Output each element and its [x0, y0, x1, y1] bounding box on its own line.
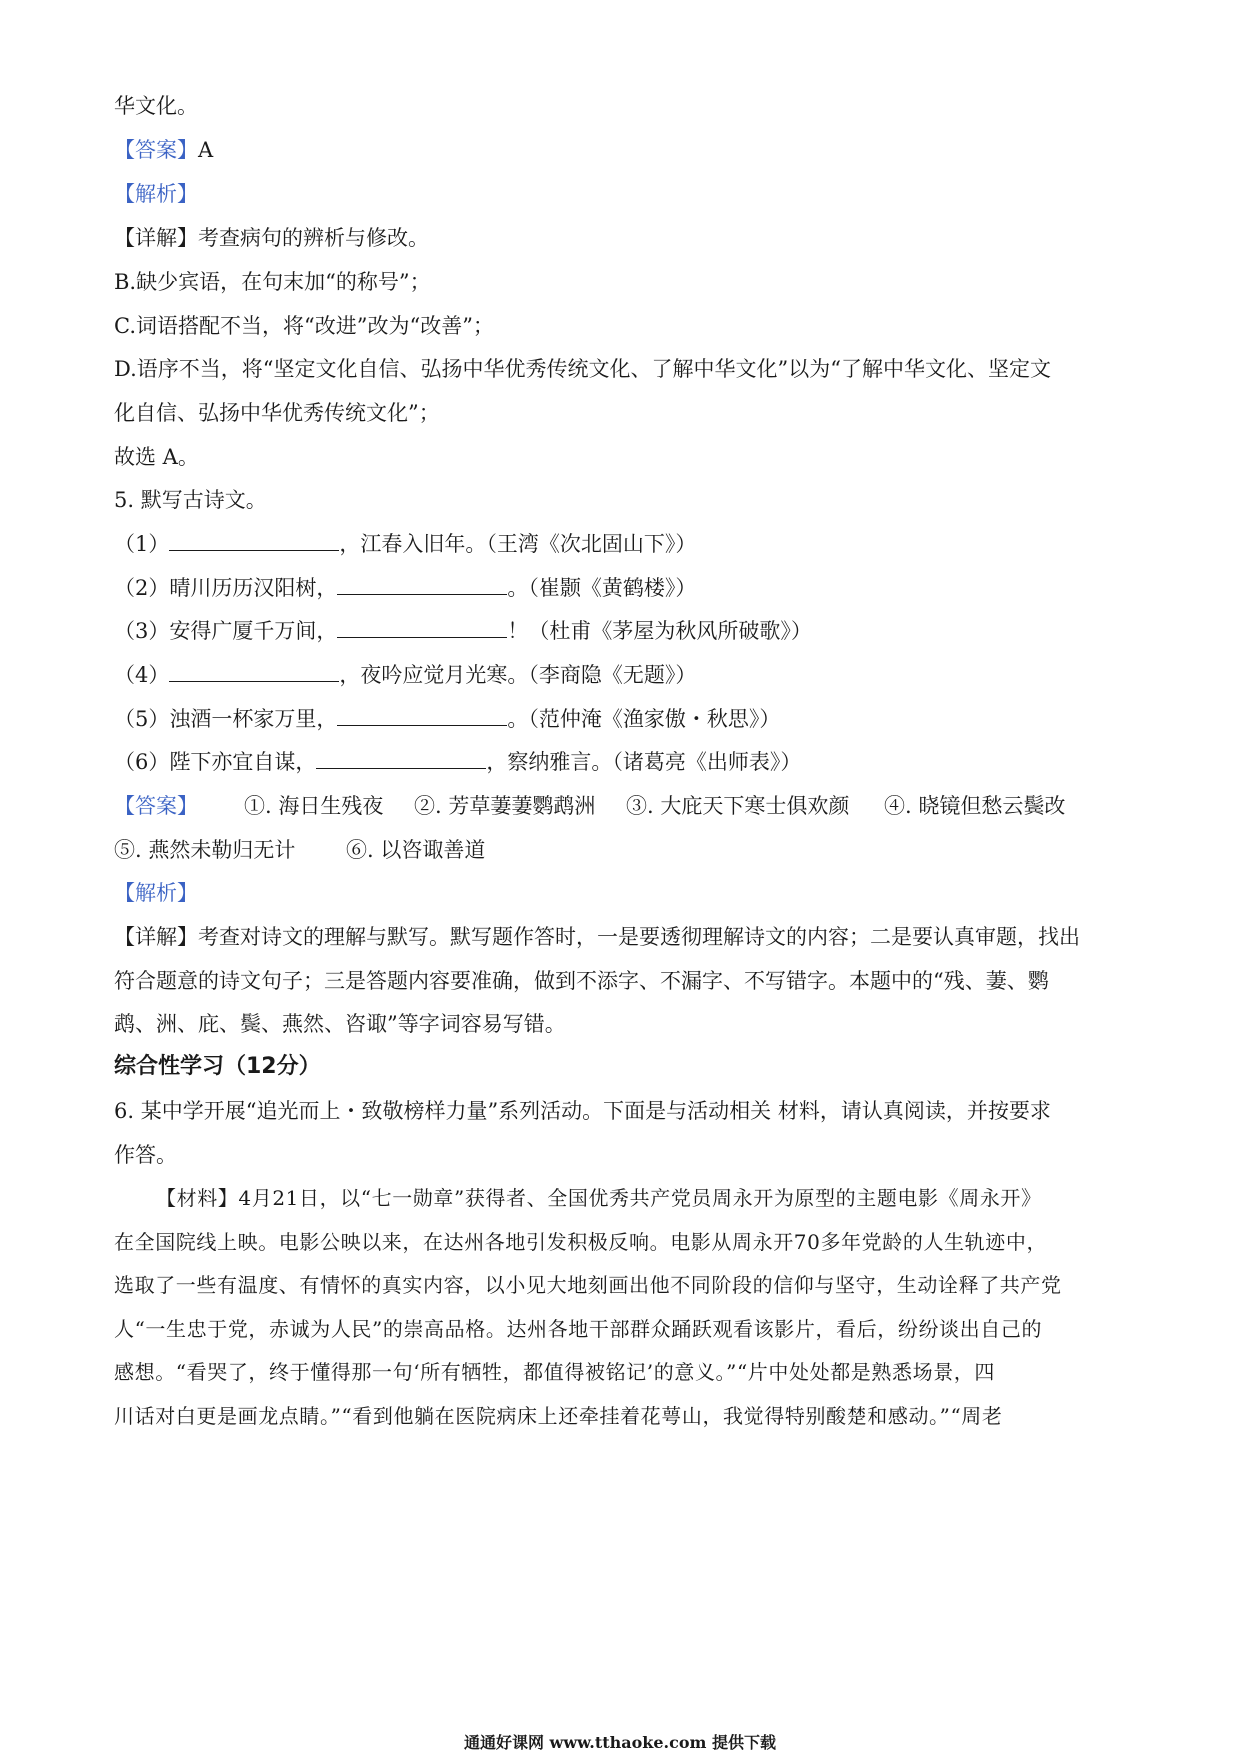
material-line: 川话对白更是画龙点睛。”“看到他躺在医院病床上还牵挂着花萼山，我觉得特别酸楚和感动。”“周老	[114, 1404, 1003, 1428]
material-line: 在全国院线上映。电影公映以来，在达州各地引发积极反响。电影从周永开70多年党龄的人生轨迹中，	[114, 1230, 1048, 1254]
item-prefix: （6）陛下亦宜自谋，	[114, 750, 317, 774]
section-heading: 综合性学习（12分）	[114, 1054, 321, 1079]
material-line: 人“一生忠于党，赤诚为人民”的崇高品格。达州各地干部群众踊跃观看该影片，看后，纷纷谈出自己的	[114, 1317, 1043, 1341]
text-line: 故选 A。	[114, 445, 199, 469]
page-footer: 通通好课网 www.tthaoke.com 提供下载	[463, 1733, 777, 1752]
material-line: 【材料】4月21日，以“七一勋章”获得者、全国优秀共产党员周永开为原型的主题电影《周永开》	[156, 1186, 1042, 1210]
question-6-cont: 作答。	[114, 1143, 177, 1167]
detail-line: 符合题意的诗文句子；三是答题内容要准确，做到不添字、不漏字、不写错字。本题中的“残、萋、鹦	[114, 969, 1049, 993]
fill-blank	[337, 705, 507, 726]
fill-blank	[337, 574, 507, 595]
answer-item-5: ⑤. 燕然未勒归无计	[114, 838, 296, 862]
poem-item-5	[114, 705, 780, 733]
answer-item-2: ②. 芳草萋萋鹦鹉洲	[414, 794, 596, 818]
detail-line: 【详解】考查病句的辨析与修改。	[114, 226, 429, 250]
answer-tag: 【答案】	[114, 138, 198, 162]
item-prefix: （5）浊酒一杯家万里，	[114, 707, 338, 731]
poem-item-2	[114, 574, 696, 602]
answer-item-1: ①. 海日生残夜	[244, 794, 384, 818]
item-prefix: （2）晴川历历汉阳树，	[114, 576, 338, 600]
text-line: C.词语搭配不当，将“改进”改为“改善”；	[114, 314, 494, 338]
text-line: 华文化。	[114, 94, 198, 118]
detail-line: 鹉、洲、庇、鬓、燕然、咨诹”等字词容易写错。	[114, 1012, 566, 1036]
text-line: D.语序不当，将“坚定文化自信、弘扬中华优秀传统文化、了解中华文化”以为“了解中华文化、坚定文	[114, 357, 1051, 381]
answer-line-q4	[114, 136, 213, 164]
item-suffix: ，江春入旧年。（王湾《次北固山下》）	[339, 532, 697, 556]
material-line: 感想。“看哭了，终于懂得那一句‘所有牺牲，都值得被铭记’的意义。”“片中处处都是熟悉场景，四	[114, 1360, 995, 1384]
fill-blank	[316, 748, 486, 769]
poem-item-1	[114, 530, 696, 558]
answer-item-6: ⑥. 以咨诹善道	[346, 838, 486, 862]
fill-blank	[337, 617, 507, 638]
question-5: 5. 默写古诗文。	[114, 488, 267, 512]
fill-blank	[169, 530, 339, 551]
item-suffix: 。（范仲淹《渔家傲・秋思》）	[507, 707, 781, 731]
item-suffix: ，察纳雅言。（诸葛亮《出师表》）	[486, 750, 802, 774]
material-line: 选取了一些有温度、有情怀的真实内容，以小见大地刻画出他不同阶段的信仰与坚守，生动诠释了共产党	[114, 1273, 1062, 1297]
text-line: B.缺少宾语，在句末加“的称号”；	[114, 270, 431, 294]
question-6: 6. 某中学开展“追光而上・致敬榜样力量”系列活动。下面是与活动相关 材料，请认真阅读，并按要求	[114, 1099, 1051, 1123]
answer-item-4: ④. 晓镜但愁云鬓改	[884, 794, 1066, 818]
analysis-tag: 【解析】	[114, 881, 198, 905]
item-prefix: （4）	[114, 663, 170, 687]
fill-blank	[169, 661, 339, 682]
text-line: 化自信、弘扬中华优秀传统文化”；	[114, 401, 440, 425]
item-suffix: 。（崔颢《黄鹤楼》）	[507, 576, 697, 600]
detail-line: 【详解】考查对诗文的理解与默写。默写题作答时，一是要透彻理解诗文的内容；二是要认真审题，找出	[114, 925, 1080, 949]
poem-item-4	[114, 661, 696, 689]
answer-tag: 【答案】	[114, 794, 198, 818]
item-suffix: ！（杜甫《茅屋为秋风所破歌》）	[507, 619, 812, 643]
poem-item-3	[114, 617, 812, 645]
answer-value: A	[198, 138, 214, 162]
answer-item-3: ③. 大庇天下寒士俱欢颜	[626, 794, 850, 818]
item-prefix: （1）	[114, 532, 170, 556]
poem-item-6	[114, 748, 801, 776]
item-suffix: ，夜吟应觉月光寒。（李商隐《无题》）	[339, 663, 697, 687]
item-prefix: （3）安得广厦千万间，	[114, 619, 338, 643]
analysis-tag: 【解析】	[114, 182, 198, 206]
